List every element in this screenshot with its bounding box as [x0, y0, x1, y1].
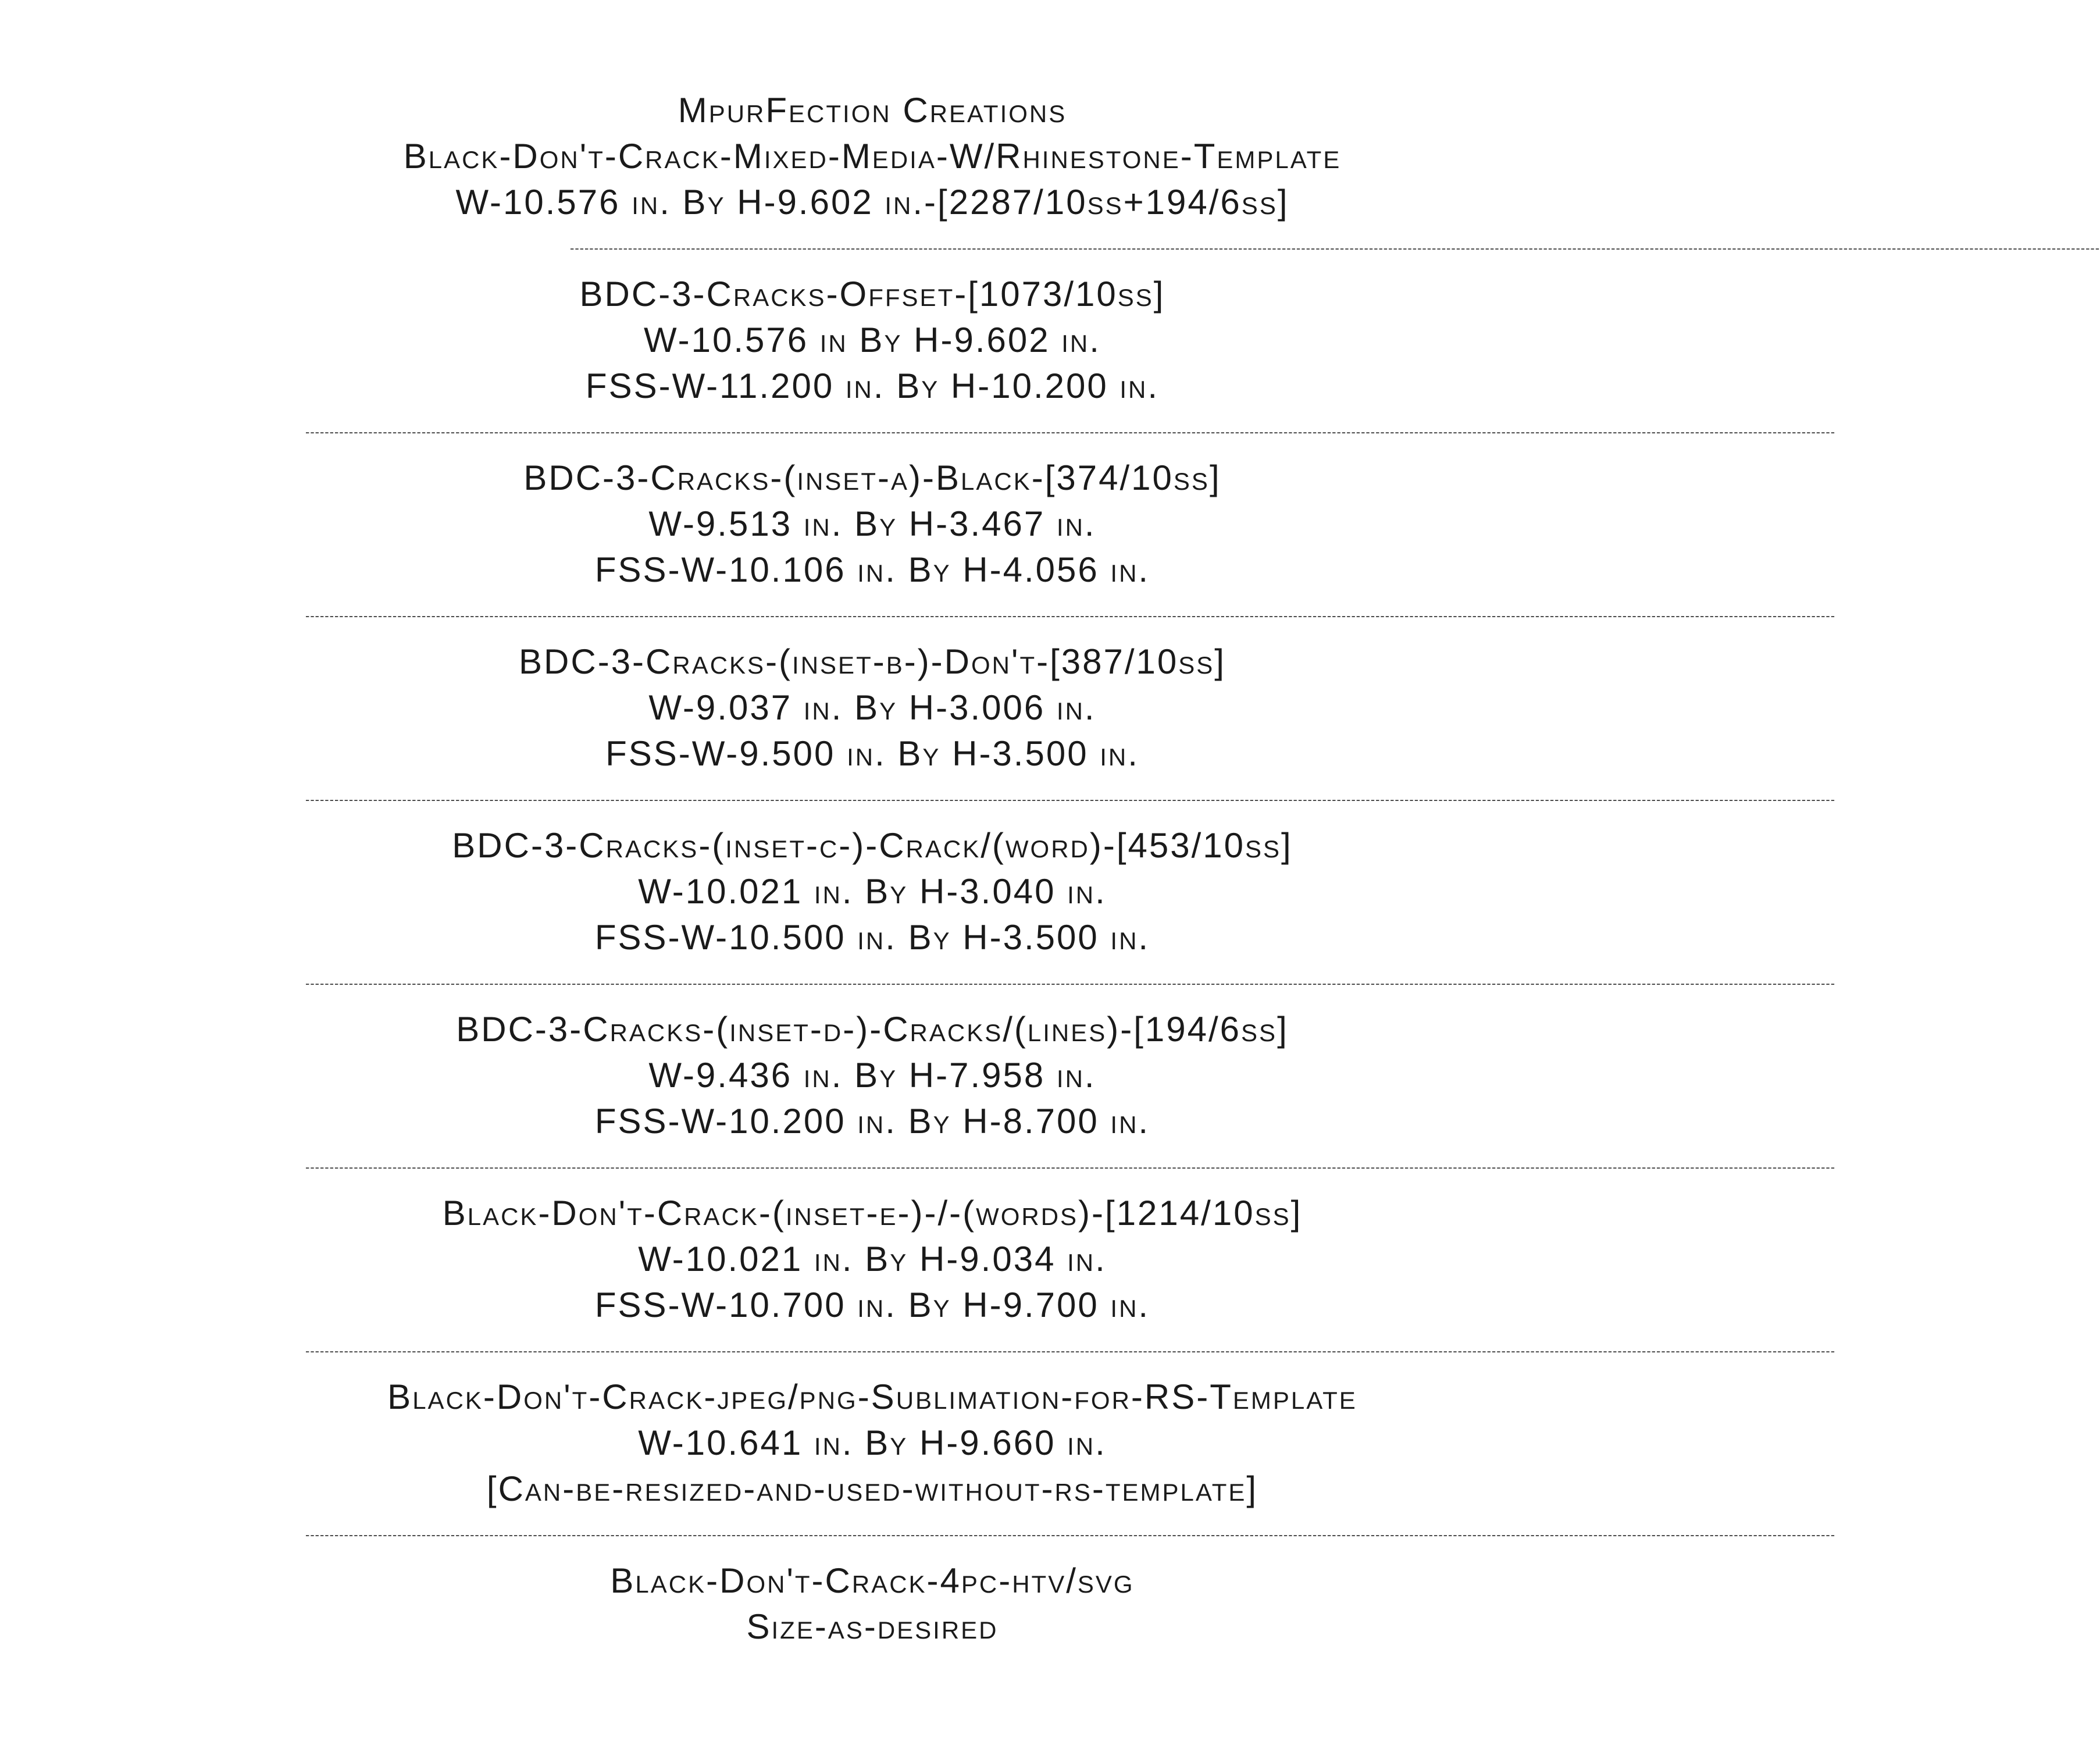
section-size: W-9.513 in. By H-3.467 in.	[648, 504, 1096, 543]
section-3	[0, 822, 1745, 960]
divider: ----------------------------------------------------------------------------------------------------------------------------------------------------------------------------------------------------------------------------------------------------------------------------------------------------------------------------	[305, 425, 1836, 439]
section-size: W-9.037 in. By H-3.006 in.	[648, 688, 1096, 727]
section-0	[0, 271, 1745, 409]
section-fss: FSS-W-10.500 in. By H-3.500 in.	[594, 918, 1150, 957]
section-name: BDC-3-Cracks-Offset-[1073/10ss]	[579, 275, 1165, 314]
section-size: W-10.576 in By H-9.602 in.	[644, 320, 1101, 359]
divider: ----------------------------------------------------------------------------------------------------------------------------------------------------------------------------------------------------------------------------------------------------------------------------------------------------------------------------	[570, 241, 2100, 255]
divider: ----------------------------------------------------------------------------------------------------------------------------------------------------------------------------------------------------------------------------------------------------------------------------------------------------------------------------	[305, 792, 1836, 807]
section-name: BDC-3-Cracks-(inset-a)-Black-[374/10ss]	[523, 458, 1221, 497]
section-name: Black-Don't-Crack-jpeg/png-Sublimation-for-RS-Template	[387, 1377, 1357, 1416]
section-2	[0, 639, 1745, 777]
section-6	[0, 1374, 1745, 1512]
section-fss: FSS-W-10.200 in. By H-8.700 in.	[594, 1102, 1150, 1141]
section-4	[0, 1006, 1745, 1144]
footer-title: Black-Don't-Crack-4pc-htv/svg	[610, 1561, 1135, 1600]
divider: ----------------------------------------------------------------------------------------------------------------------------------------------------------------------------------------------------------------------------------------------------------------------------------------------------------------------------	[305, 1527, 1836, 1542]
divider: ----------------------------------------------------------------------------------------------------------------------------------------------------------------------------------------------------------------------------------------------------------------------------------------------------------------------------	[305, 1344, 1836, 1358]
divider: ----------------------------------------------------------------------------------------------------------------------------------------------------------------------------------------------------------------------------------------------------------------------------------------------------------------------------	[305, 1160, 1836, 1174]
template-size: W-10.576 in. By H-9.602 in.-[2287/10ss+194/6ss]	[455, 183, 1289, 222]
section-5	[0, 1190, 1745, 1328]
footer-block	[0, 1558, 1745, 1650]
section-1	[0, 455, 1745, 593]
section-size: W-10.641 in. By H-9.660 in.	[638, 1423, 1107, 1462]
section-fss: FSS-W-11.200 in. By H-10.200 in.	[585, 366, 1160, 405]
company-name: MpurFection Creations	[678, 91, 1067, 130]
section-fss: FSS-W-9.500 in. By H-3.500 in.	[605, 734, 1139, 773]
section-size: W-10.021 in. By H-3.040 in.	[638, 872, 1107, 911]
section-size: W-10.021 in. By H-9.034 in.	[638, 1240, 1107, 1279]
document-page	[0, 87, 2100, 1650]
footer-size: Size-as-desired	[746, 1607, 999, 1646]
section-name: BDC-3-Cracks-(inset-d-)-Cracks/(lines)-[194/6ss]	[456, 1010, 1289, 1049]
template-title: Black-Don't-Crack-Mixed-Media-W/Rhinestone-Template	[403, 137, 1342, 176]
divider: ----------------------------------------------------------------------------------------------------------------------------------------------------------------------------------------------------------------------------------------------------------------------------------------------------------------------------	[305, 608, 1836, 623]
section-name: Black-Don't-Crack-(inset-e-)-/-(words)-[1214/10ss]	[442, 1194, 1303, 1233]
section-size: W-9.436 in. By H-7.958 in.	[648, 1056, 1096, 1095]
section-name: BDC-3-Cracks-(inset-b-)-Don't-[387/10ss]	[519, 642, 1226, 681]
section-note: [Can-be-resized-and-used-without-rs-template]	[486, 1469, 1258, 1508]
header-block	[0, 87, 1745, 225]
divider: ----------------------------------------------------------------------------------------------------------------------------------------------------------------------------------------------------------------------------------------------------------------------------------------------------------------------------	[305, 976, 1836, 991]
section-name: BDC-3-Cracks-(inset-c-)-Crack/(word)-[453/10ss]	[452, 826, 1293, 865]
section-fss: FSS-W-10.700 in. By H-9.700 in.	[594, 1285, 1150, 1324]
section-fss: FSS-W-10.106 in. By H-4.056 in.	[594, 550, 1150, 589]
